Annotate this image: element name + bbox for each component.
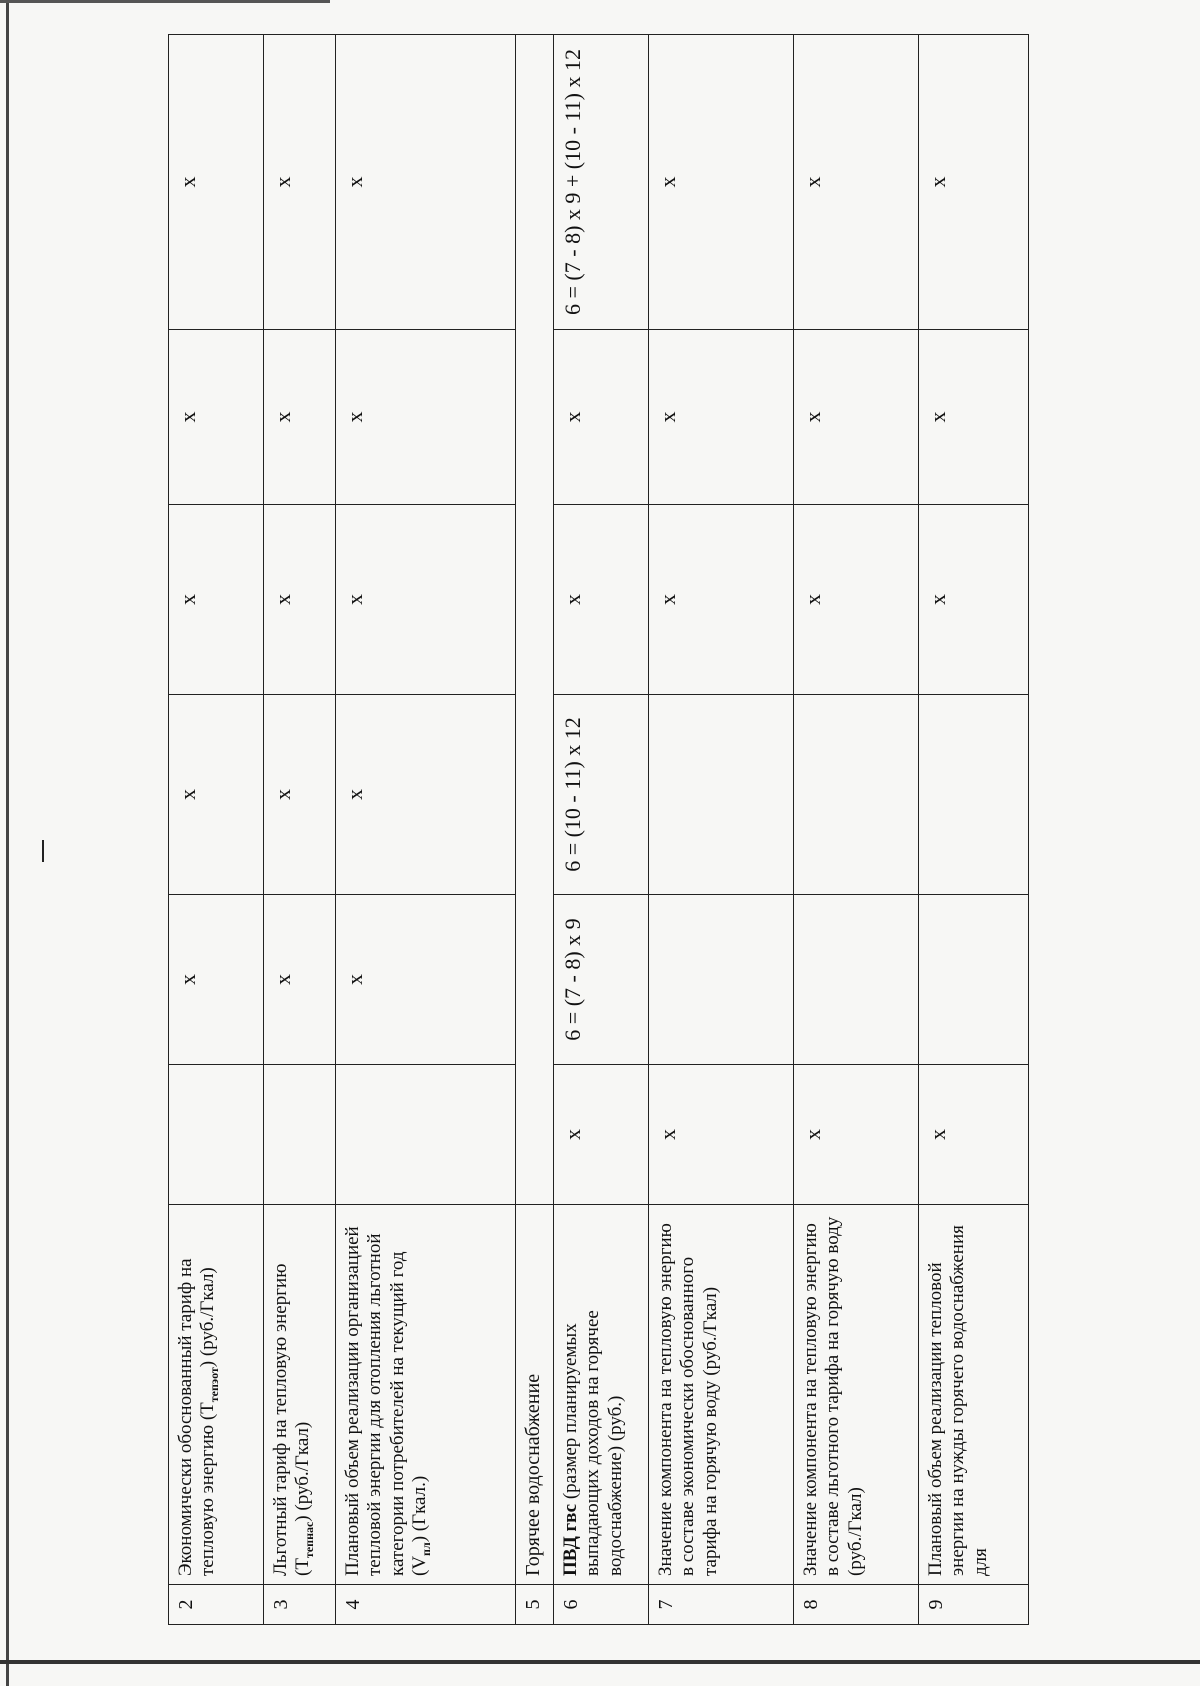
row-number: 6: [554, 1585, 649, 1625]
row-description: Льготный тариф на тепловую энергию $(Т_{тепнас})$ (руб./Гкал): [264, 1205, 336, 1585]
cell: x: [919, 1065, 1029, 1205]
cell: x: [336, 695, 516, 895]
scan-bottom-edge: [0, 1660, 1200, 1664]
section-title: Горячее водоснабжение: [516, 1205, 554, 1585]
cell: x: [649, 1065, 794, 1205]
row-description: Значение компонента на тепловую энергию в составе льготного тарифа на горячую воду (руб./Гкал): [794, 1205, 919, 1585]
row-description: ПВД гвс (размер планируемых выпадающих доходов на горячее водоснабжение) (руб.): [554, 1205, 649, 1585]
row-number: 3: [264, 1585, 336, 1625]
cell: x: [336, 330, 516, 505]
cell: x: [336, 895, 516, 1065]
cell: [649, 695, 794, 895]
cell: x: [169, 505, 264, 695]
cell: x: [264, 695, 336, 895]
table-row: [336, 35, 516, 1625]
row-number: 2: [169, 1585, 264, 1625]
table-row: [169, 35, 264, 1625]
cell: x: [554, 505, 649, 695]
cell: [336, 1065, 516, 1205]
cell: x: [264, 35, 336, 330]
cell: x: [336, 505, 516, 695]
cell: [264, 1065, 336, 1205]
scan-left-edge: [6, 0, 9, 1686]
row-number: 4: [336, 1585, 516, 1625]
cell: [919, 695, 1029, 895]
cell: x: [794, 505, 919, 695]
table-row: [264, 35, 336, 1625]
tariff-table: [168, 34, 1029, 1625]
cell: x: [264, 330, 336, 505]
section-fill: [516, 35, 554, 1205]
cell: x: [919, 505, 1029, 695]
cell: [794, 695, 919, 895]
formula-cell: 6 = (10 - 11) x 12: [554, 695, 649, 895]
cell: x: [336, 35, 516, 330]
cell: [794, 895, 919, 1065]
cell: x: [264, 505, 336, 695]
row-description: Плановый объем реализации тепловой энергии на нужды горячего водоснабжения для: [919, 1205, 1029, 1585]
cell: x: [169, 35, 264, 330]
cell: x: [264, 895, 336, 1065]
cell: x: [649, 505, 794, 695]
cell: [919, 895, 1029, 1065]
row-number: 9: [919, 1585, 1029, 1625]
cell: x: [649, 330, 794, 505]
formula-cell: 6 = (7 - 8) x 9 + (10 - 11) x 12: [554, 35, 649, 330]
stray-mark: [42, 840, 44, 862]
cell: x: [554, 330, 649, 505]
cell: x: [169, 895, 264, 1065]
cell: x: [794, 35, 919, 330]
cell: x: [649, 35, 794, 330]
cell: x: [794, 1065, 919, 1205]
cell: [649, 895, 794, 1065]
table-row: [794, 35, 919, 1625]
table-row: [554, 35, 649, 1625]
cell: [169, 1065, 264, 1205]
cell: x: [169, 695, 264, 895]
row-description: Плановый объем реализации организацией тепловой энергии для отопления льготной категории потребителей на текущий год $(V_{пл})$ (Гкал.): [336, 1205, 516, 1585]
row-number: 7: [649, 1585, 794, 1625]
formula-cell: 6 = (7 - 8) x 9: [554, 895, 649, 1065]
cell: x: [169, 330, 264, 505]
cell: x: [554, 1065, 649, 1205]
row-description: Значение компонента на тепловую энергию в составе экономически обоснованного тарифа на горячую воду (руб./Гкал): [649, 1205, 794, 1585]
section-row: [516, 35, 554, 1625]
cell: x: [794, 330, 919, 505]
cell: x: [919, 35, 1029, 330]
section-number: 5: [516, 1585, 554, 1625]
row-number: 8: [794, 1585, 919, 1625]
scan-top-edge: [0, 0, 330, 3]
row-description: Экономически обоснованный тариф на тепловую энергию $(Т_{тепэот})$ (руб./Гкал): [169, 1205, 264, 1585]
cell: x: [919, 330, 1029, 505]
table-row: [919, 35, 1029, 1625]
table-row: [649, 35, 794, 1625]
rotated-sheet: [168, 35, 1193, 1625]
